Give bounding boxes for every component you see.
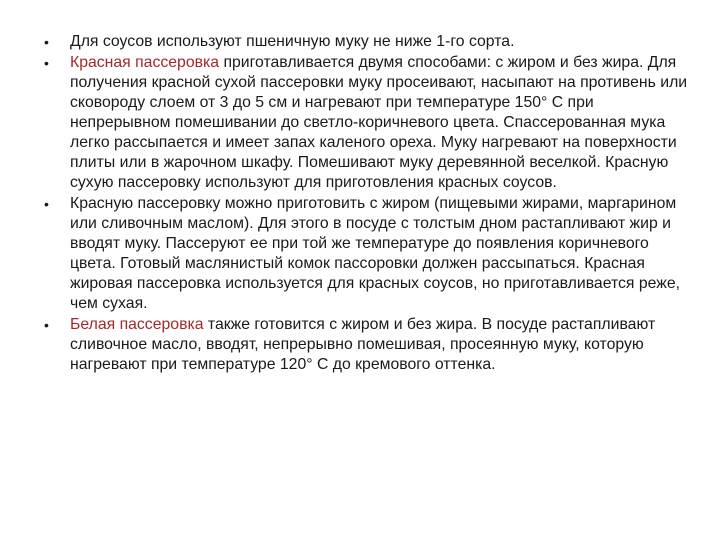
- bullet-item-3: [44, 194, 694, 314]
- bullet-list: [44, 32, 694, 376]
- bullet-icon: •: [44, 55, 49, 71]
- bullet-item-2: [44, 53, 694, 193]
- bullet-text: Для соусов используют пшеничную муку не ниже 1-го сорта.: [70, 33, 515, 50]
- bullet-item-4: [44, 315, 694, 375]
- bullet-text: Красную пассеровку можно приготовить с жиром (пищевыми жирами, маргарином или сливочным маслом). Для этого в посуде с толстым дном растапливают жир и вводят муку. Пассеруют ее при той же температуре до появления коричневого цвета. Готовый маслянистый комок пассоровки должен рассыпаться. Красная жировая пассеровка используется для красных соусов, но приготавливается реже, чем сухая.: [70, 195, 681, 312]
- bullet-highlight: Белая пассеровка: [70, 316, 204, 333]
- bullet-text: приготавливается двумя способами: с жиром и без жира. Для получения красной сухой пассеровки муку просеивают, насыпают на противень или сковороду слоем от 3 до 5 см и нагревают при температуре 150° С при непрерывном помешивании до светло-коричневого цвета. Спассерованная мука легко рассыпается и имеет запах каленого ореха. Муку нагревают на поверхности плиты или в жарочном шкафу. Помешивают муку деревянной веселкой. Красную сухую пассеровку используют для приготовления красных соусов.: [70, 54, 688, 191]
- bullet-icon: •: [44, 34, 49, 50]
- bullet-text: также готовится с жиром и без жира. В посуде растапливают сливочное масло, вводят, непрерывно помешивая, просеянную муку, которую нагревают при температуре 120° С до кремового оттенка.: [70, 316, 656, 373]
- bullet-highlight: Красная пассеровка: [70, 54, 220, 71]
- bullet-item-1: [44, 32, 694, 52]
- bullet-icon: •: [44, 196, 49, 212]
- bullet-icon: •: [44, 317, 49, 333]
